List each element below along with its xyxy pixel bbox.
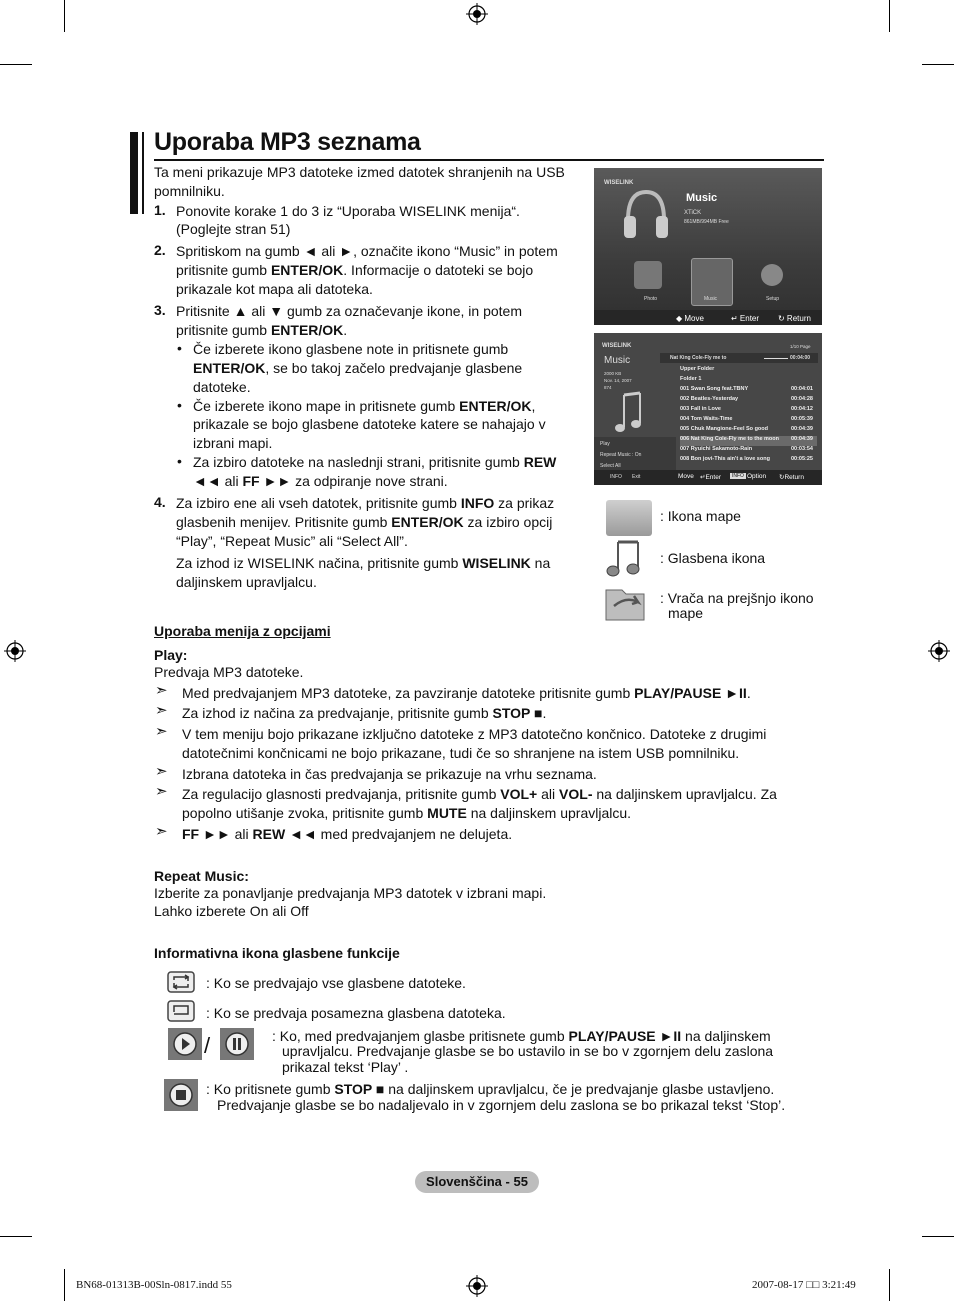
info-text: : Ko se predvajajo vse glasbene datoteke. (206, 975, 466, 991)
info-text: : Ko, med predvajanjem glasbe pritisnete gumb PLAY/PAUSE ►II na daljinskem (272, 1028, 771, 1044)
wiselink-logo: WISELINK (602, 343, 632, 349)
track-name: 003 Fall in Love (680, 406, 721, 412)
bullet-text: izbrani mapi. (193, 435, 273, 451)
step-text: Ponovite korake 1 do 3 iz “Uporaba WISELINK menija“. (176, 203, 520, 219)
menu-item[interactable]: Repeat Music : On (600, 452, 642, 458)
note-arrow-icon: ➣ (155, 763, 168, 780)
nav-return: ↻ Return (778, 314, 811, 323)
nav-enter: ↵ Enter (731, 314, 760, 323)
crop-mark (0, 1236, 32, 1237)
table-row[interactable] (680, 396, 817, 406)
bullet-dot: • (177, 397, 182, 413)
music-note-icon (614, 391, 644, 435)
legend-label: mape (668, 605, 704, 621)
step-number: 2. (154, 242, 166, 258)
step-text: (Poglejte stran 51) (176, 221, 291, 237)
tv-screen-music-list (594, 333, 822, 485)
table-row[interactable] (680, 406, 817, 416)
photo-icon[interactable] (634, 261, 662, 289)
play-icon (168, 1028, 202, 1060)
now-playing: Nat King Cole-Fly me to (670, 355, 727, 361)
table-row[interactable] (680, 386, 817, 396)
nav-move: ◆ Move (676, 314, 704, 323)
info-text: upravljalcu. Predvajanje glasbe se bo ustavilo in se bo v zgornjem delu zaslona (282, 1043, 774, 1059)
step-text: Pritisnite ▲ ali ▼ gumb za označevanje ikone, in potem (176, 303, 522, 319)
folder-icon (606, 500, 652, 536)
info-heading: Informativna ikona glasbene funkcije (154, 945, 400, 961)
table-row[interactable] (680, 416, 817, 426)
track-name: 004 Tom Waits-Time (680, 416, 733, 422)
step-text: Spritiskom na gumb ◄ ali ►, označite ikono “Music” in potem (176, 243, 558, 259)
bullet-text: ◄◄ ali FF ►► za odpiranje nove strani. (193, 473, 448, 489)
crop-mark (0, 64, 32, 65)
side-info: Nov. 14, 2007 (604, 378, 632, 383)
registration-mark-icon (466, 1275, 488, 1297)
icon-label: Music (704, 296, 718, 302)
repeat-text: Lahko izberete On ali Off (154, 903, 309, 919)
step-text: pritisnite gumb ENTER/OK. (176, 322, 348, 338)
nav-info: INFO (732, 473, 744, 479)
list-item[interactable]: Folder 1 (680, 376, 702, 382)
step-text: “Play”, “Repeat Music” ali “Select All”. (176, 533, 408, 549)
step-text: Za izbiro ene ali vseh datotek, pritisnite gumb INFO za prikaz (176, 495, 555, 511)
slash-separator: / (204, 1033, 211, 1058)
page-number-badge: Slovenščina - 55 (415, 1171, 539, 1193)
track-name: 005 Chuk Mangione-Feel So good (680, 426, 769, 432)
menu-item[interactable]: Select All (600, 463, 621, 469)
registration-mark-icon (4, 640, 26, 662)
nav-option: Option (747, 473, 767, 480)
side-title: Music (604, 355, 631, 366)
track-time: 00:04:12 (790, 406, 813, 412)
title-rule (154, 159, 824, 161)
step-text: pritisnite gumb ENTER/OK. Informacije o datoteki se bojo (176, 262, 534, 278)
nav-move: Move (678, 473, 694, 480)
track-name: 001 Swan Song feat.TBNY (680, 386, 749, 392)
note-text: datotečnimi končnicami ne bojo prikazane, tudi če so shranjene na istem USB pomnilniku. (182, 745, 740, 761)
crop-mark (64, 0, 65, 32)
page-title: Uporaba MP3 seznama (154, 128, 421, 156)
legend-label: : Ikona mape (660, 508, 741, 524)
repeat-one-icon (167, 1000, 195, 1022)
screen-heading: Music (686, 192, 718, 204)
note-text: FF ►► ali REW ◄◄ med predvajanjem ne delujeta. (182, 826, 513, 842)
table-row[interactable] (680, 436, 817, 446)
bullet-text: ENTER/OK, se bo takoj začelo predvajanje glasbene (193, 360, 523, 376)
progress-bar (764, 358, 788, 359)
nav-enter: ↵Enter (700, 474, 721, 481)
note-text: Izbrana datoteka in čas predvajanja se prikazuje na vrhu seznama. (182, 766, 597, 782)
crop-mark (64, 1269, 65, 1301)
note-text: popolno utišanje zvoka, pritisnite gumb MUTE na daljinskem upravljalcu. (182, 805, 632, 821)
repeat-heading: Repeat Music: (154, 868, 249, 884)
track-time: 00:04:39 (790, 436, 813, 442)
track-name: 007 Ryuichi Sakamoto-Rain (680, 446, 753, 452)
note-text: Za izhod iz načina za predvajanje, pritisnite gumb STOP ■. (182, 705, 547, 721)
icon-label: Setup (766, 296, 780, 302)
footer-date: 2007-08-17 □□ 3:21:49 (752, 1279, 856, 1291)
bullet-text: prikazale se bojo glasbene datoteke katere se nahajajo v (193, 416, 546, 432)
track-time: 00:04:28 (790, 396, 813, 402)
note-text: Za regulacijo glasnosti predvajanja, pritisnite gumb VOL+ ali VOL- na daljinskem upravljalcu. Za (182, 786, 777, 802)
note-arrow-icon: ➣ (155, 823, 168, 840)
track-time: 00:04:39 (790, 426, 813, 432)
info-text: Predvajanje glasbe se bo nadaljevalo in v zgornjem delu zaslona se bo prikazal tekst ‘Stop’. (217, 1097, 786, 1113)
title-decoration (138, 132, 142, 214)
bullet-text: Če izberete ikono mape in pritisnete gumb ENTER/OK, (193, 398, 536, 414)
play-desc: Predvaja MP3 datoteke. (154, 664, 304, 680)
registration-mark-icon (928, 640, 950, 662)
bullet-dot: • (177, 453, 182, 469)
device-name: XTiCK (684, 210, 702, 216)
setup-icon[interactable] (761, 264, 783, 286)
note-text: Med predvajanjem MP3 datoteke, za pavziranje datoteke pritisnite gumb PLAY/PAUSE ►II. (182, 685, 751, 701)
repeat-all-icon (167, 971, 195, 993)
step-text: glasbenih menijev. Pritisnite gumb ENTER/OK za izbiro opcij (176, 514, 553, 530)
bullet-dot: • (177, 340, 182, 356)
pager: 1/10 Page (790, 344, 811, 349)
intro-text: Ta meni prikazuje MP3 datoteke izmed datotek shranjenih na USB pomnilniku. (154, 164, 565, 199)
play-heading: Play: (154, 647, 188, 663)
device-free: 861MB/994MB Free (684, 219, 729, 225)
menu-info: INFO (610, 474, 622, 480)
track-time: 00:05:25 (790, 456, 813, 462)
nav-return: ↻Return (779, 474, 804, 481)
step-text: prikazale kot mapa ali datoteka. (176, 281, 373, 297)
section-heading: Uporaba menija z opcijami (154, 623, 331, 639)
note-arrow-icon: ➣ (155, 702, 168, 719)
bullet-text: Za izbiro datoteke na naslednji strani, pritisnite gumb REW (193, 454, 557, 470)
table-row[interactable] (680, 446, 817, 456)
side-info: 2000 KB (604, 371, 622, 376)
step-text: Za izhod iz WISELINK načina, pritisnite gumb WISELINK na (176, 555, 551, 571)
registration-mark-icon (466, 3, 488, 25)
footer-file: BN68-01313B-00Sln-0817.indd 55 (76, 1279, 232, 1291)
track-name: 006 Nat King Cole-Fly me to the moon (680, 436, 780, 442)
legend-label: : Glasbena ikona (660, 550, 766, 566)
table-row[interactable] (680, 426, 817, 436)
pause-icon (220, 1028, 254, 1060)
track-time: 00:03:54 (790, 446, 813, 452)
info-text: : Ko pritisnete gumb STOP ■ na daljinskem upravljalcu, če je predvajanje glasbe ustavljeno. (206, 1081, 775, 1097)
step-number: 1. (154, 202, 166, 218)
track-time: 00:05:39 (790, 416, 813, 422)
list-item[interactable]: Upper Folder (680, 366, 715, 372)
upper-folder-icon (604, 582, 652, 624)
track-time: 00:04:01 (790, 386, 813, 392)
note-arrow-icon: ➣ (155, 682, 168, 699)
headphones-icon (622, 186, 670, 248)
tv-screen-music-menu (594, 168, 822, 325)
wiselink-logo: WISELINK (604, 180, 634, 186)
bullet-text: datoteke. (193, 379, 251, 395)
note-text: V tem meniju bojo prikazane izključno datoteke z MP3 datotečno končnico. Datoteke z drugimi (182, 726, 767, 742)
menu-exit[interactable]: Exit (632, 474, 641, 480)
menu-item[interactable]: Play (600, 441, 610, 447)
info-text: prikazal tekst ‘Play’ . (282, 1059, 409, 1075)
now-time: 00:04:00 (790, 355, 811, 361)
crop-mark (889, 0, 890, 32)
side-info: 874 (604, 385, 612, 390)
step-number: 3. (154, 302, 166, 318)
table-row[interactable] (680, 456, 817, 466)
step-number: 4. (154, 494, 166, 510)
note-arrow-icon: ➣ (155, 783, 168, 800)
step-text: daljinskem upravljalcu. (176, 574, 317, 590)
crop-mark (922, 1236, 954, 1237)
crop-mark (889, 1269, 890, 1301)
stop-icon (164, 1079, 198, 1111)
icon-label: Photo (644, 296, 658, 302)
music-note-icon (604, 538, 644, 578)
track-name: 008 Bon jovi-This ain't a love song (680, 456, 770, 462)
legend-label: : Vrača na prejšnjo ikono (660, 590, 814, 606)
crop-mark (922, 64, 954, 65)
repeat-text: Izberite za ponavljanje predvajanja MP3 datotek v izbrani mapi. (154, 885, 547, 901)
track-name: 002 Beatles-Yesterday (680, 396, 739, 402)
note-arrow-icon: ➣ (155, 723, 168, 740)
info-text: : Ko se predvaja posamezna glasbena datoteka. (206, 1005, 506, 1021)
bullet-text: Če izberete ikono glasbene note in pritisnete gumb (193, 341, 509, 357)
